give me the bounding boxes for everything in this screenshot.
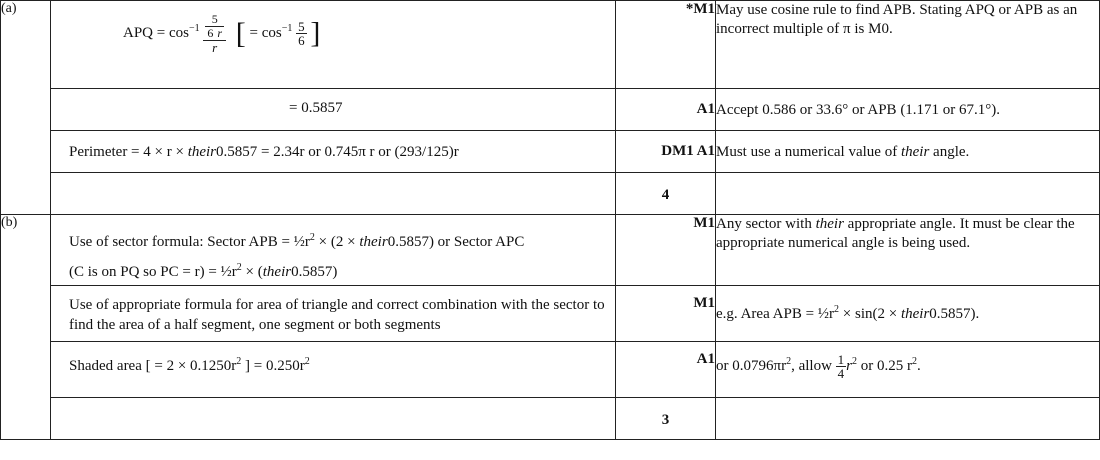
five-sixths-fraction: $\frac{5}{6}$ bbox=[298, 19, 305, 48]
table-row bbox=[1, 173, 1100, 215]
part-a-label: (a) bbox=[1, 1, 51, 215]
table-row bbox=[1, 215, 1100, 286]
working-cell bbox=[51, 1, 616, 89]
shaded-area-working: Shaded area [ = $2 \times 0.1250r^2$ ] = $0.250r^2$ bbox=[69, 356, 310, 374]
table-row bbox=[1, 398, 1100, 440]
mark-cell: A1 bbox=[616, 342, 716, 398]
mark-cell: M1 bbox=[616, 215, 716, 286]
apq-formula: APQ = $\cos^{-1}$ $\frac{\frac{5}{6 r}}{r}$ [ = $\cos^{-1}$ $\frac{5}{6}$ ] bbox=[123, 12, 321, 55]
guidance-note: Any sector with their appropriate angle. It must be clear the appropriate numerical angle is being used. bbox=[716, 215, 1100, 286]
mark-cell: DM1 A1 bbox=[616, 131, 716, 173]
outer-fraction: $\frac{\frac{5}{6 r}}{r}$ bbox=[203, 13, 226, 54]
working-cell bbox=[51, 286, 616, 342]
triangle-working: Use of appropriate formula for area of triangle and correct combination with the sector to find the area of a half segment, one segment or both segments bbox=[69, 297, 605, 333]
mark-cell: M1 bbox=[616, 286, 716, 342]
total-marks: 3 bbox=[616, 398, 716, 440]
guidance-note: Must use a numerical value of their angle. bbox=[716, 131, 1100, 173]
perimeter-working: Perimeter = 4 × r × their0.5857 = 2.34r or 0.745π r or (293/125)r bbox=[69, 144, 459, 160]
mark-cell: A1 bbox=[616, 89, 716, 131]
working-cell bbox=[51, 89, 616, 131]
table-row bbox=[1, 1, 1100, 89]
table-row bbox=[1, 286, 1100, 342]
table-row bbox=[1, 131, 1100, 173]
table-row bbox=[1, 89, 1100, 131]
part-b-label: (b) bbox=[1, 215, 51, 440]
guidance-note: or $0.0796\pi r^2$, allow $\frac{1}{4}$ $r^2$ or 0.25 $r^2$. bbox=[716, 342, 1100, 398]
working-cell bbox=[51, 342, 616, 398]
working-cell bbox=[51, 131, 616, 173]
sector-working: Use of sector formula: Sector APB = $\frac{1}{2}r^2 \times (2$ × their0.5857) or Sector APC (C is on PQ so PC = $r) = \frac{1}{2}r^2$ × (their0.5857) bbox=[69, 232, 525, 280]
guidance-note: May use cosine rule to find APB. Stating APQ or APB as an incorrect multiple of π is M0. bbox=[716, 1, 1100, 89]
guidance-note: e.g. Area APB = $\frac{1}{2}r^2 \times \sin(2$ × their0.5857). bbox=[716, 286, 1100, 342]
angle-value: = 0.5857 bbox=[289, 100, 343, 116]
guidance-note: Accept 0.586 or 33.6° or APB (1.171 or 67.1°). bbox=[716, 89, 1100, 131]
mark-cell: *M1 bbox=[616, 1, 716, 89]
working-cell bbox=[51, 215, 616, 286]
total-marks: 4 bbox=[616, 173, 716, 215]
table-row bbox=[1, 342, 1100, 398]
